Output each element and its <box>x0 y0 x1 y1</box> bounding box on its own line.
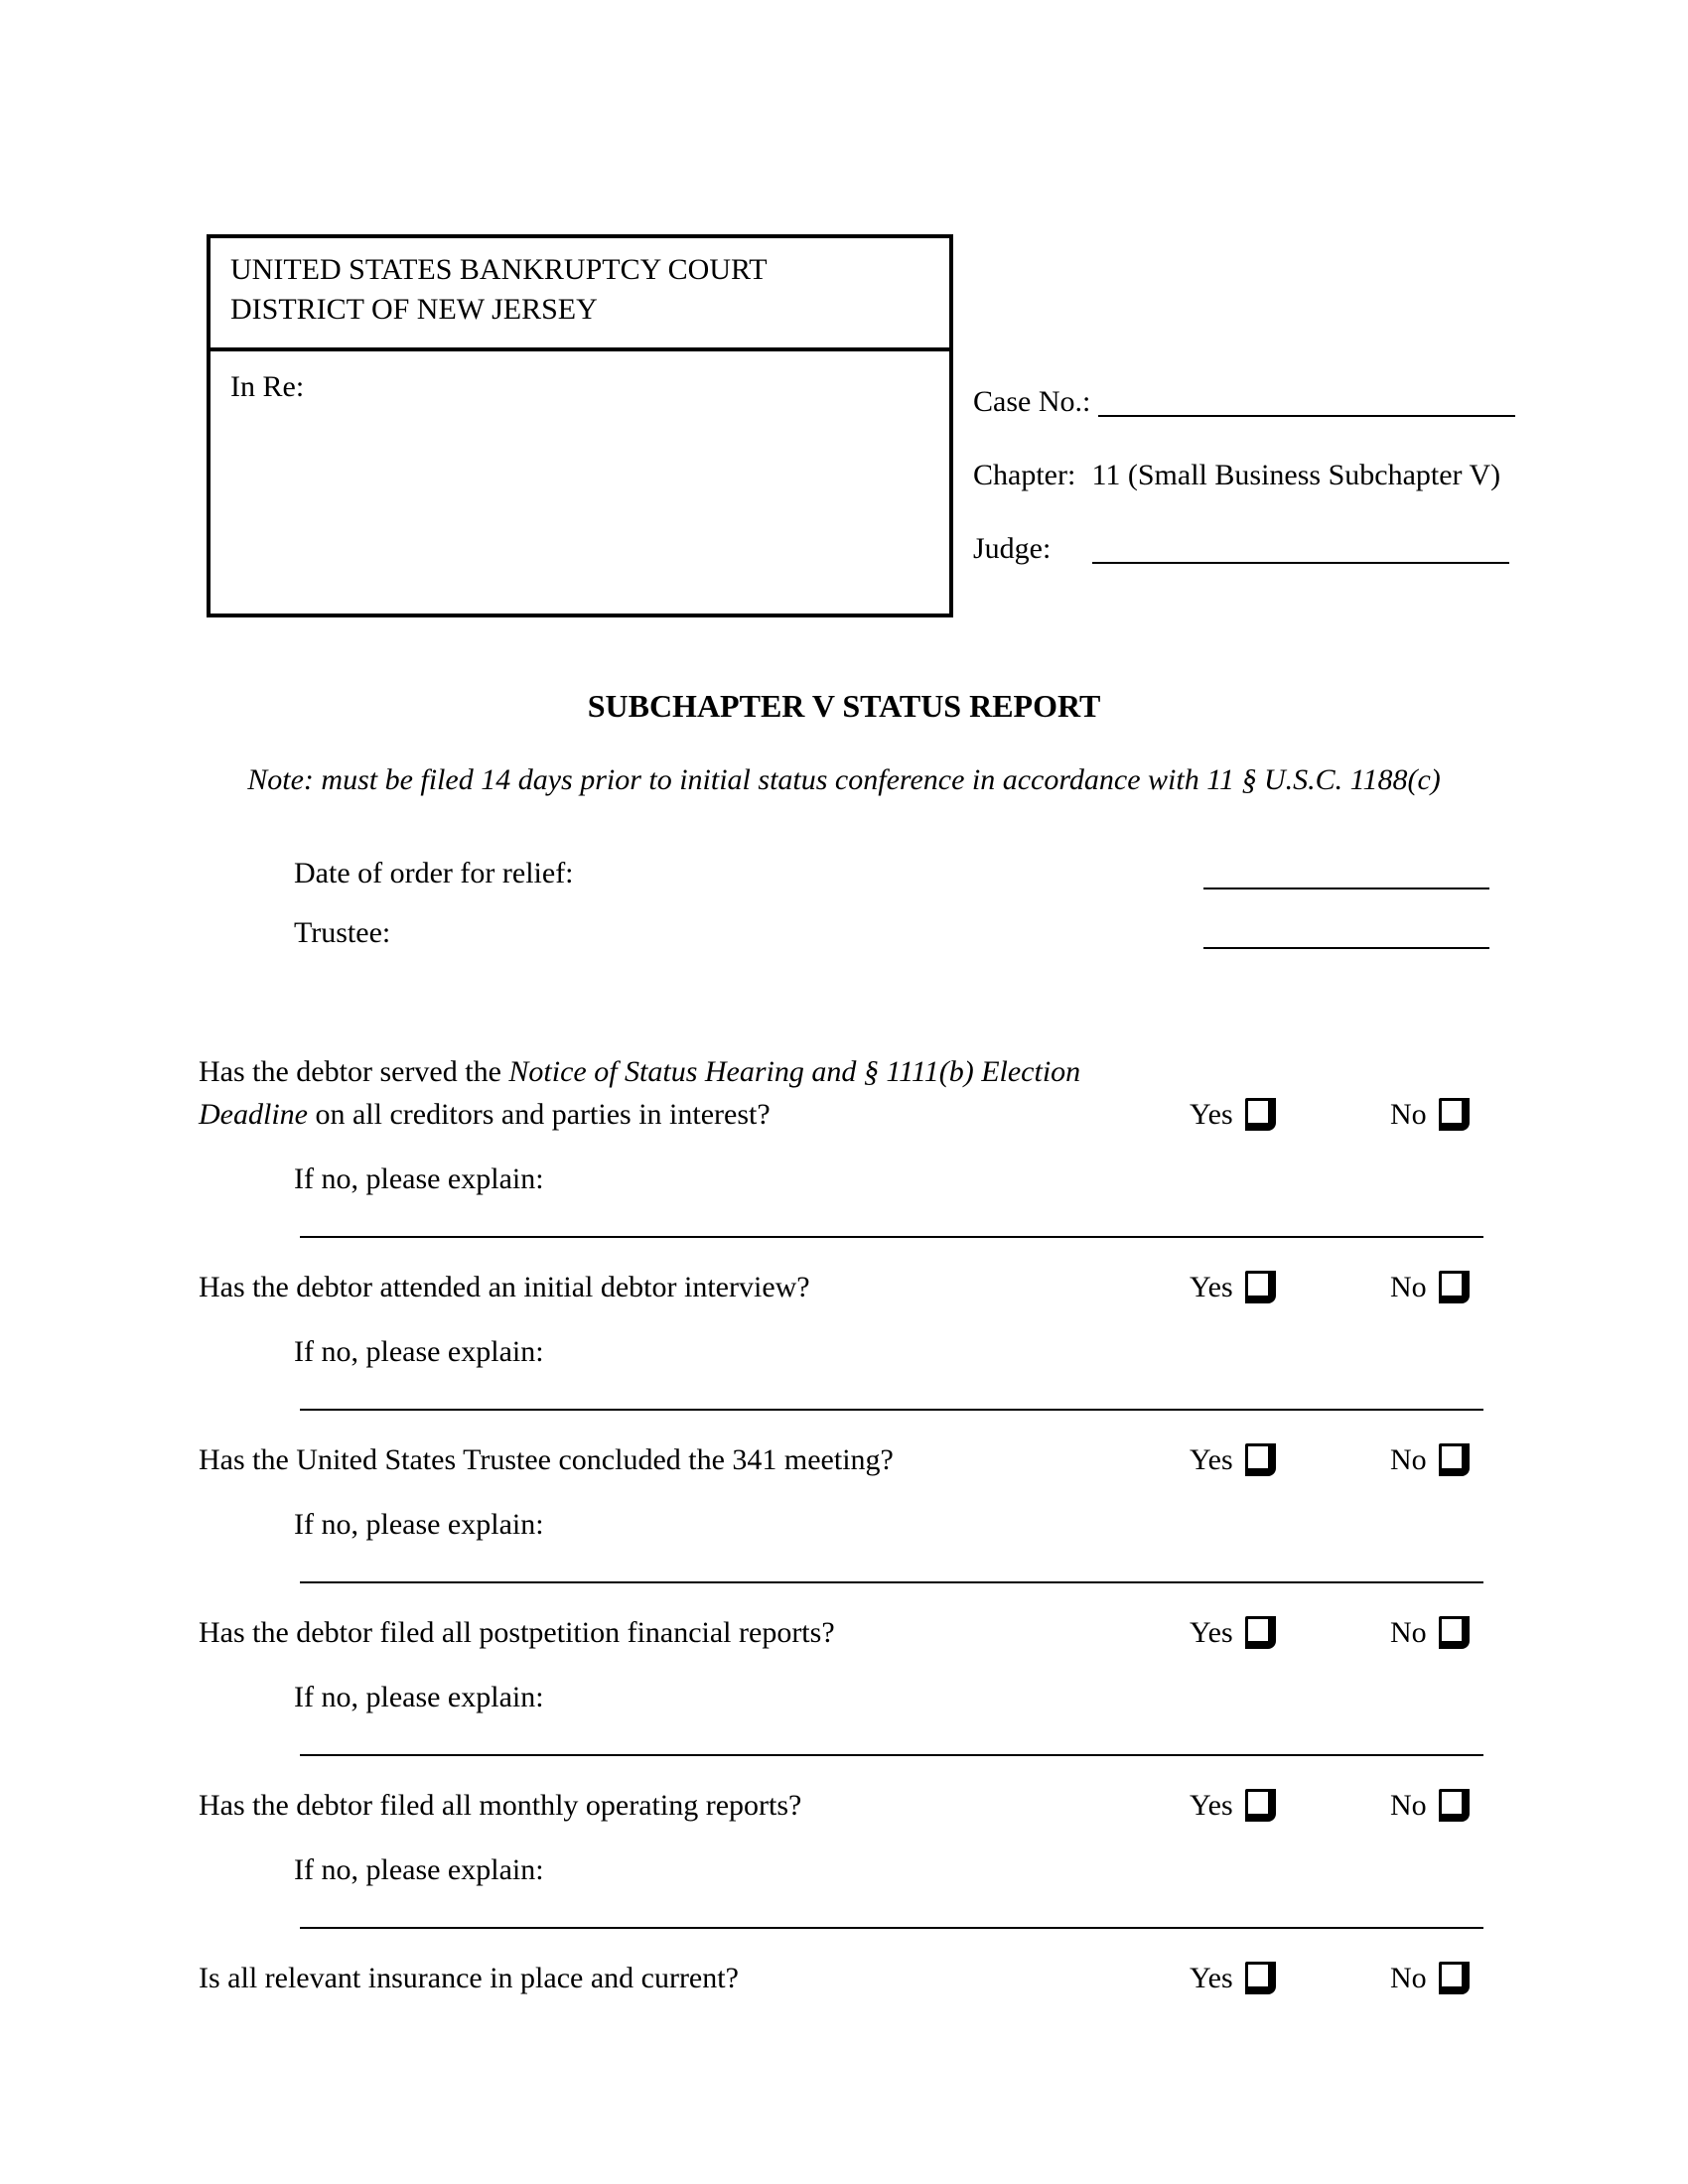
case-number-label: Case No.: <box>973 385 1091 418</box>
yes-label: Yes <box>1190 1962 1233 1994</box>
yes-checkbox[interactable] <box>1245 1443 1276 1476</box>
trustee-label: Trustee: <box>294 916 391 949</box>
explanation-blank-line[interactable] <box>300 1754 1483 1756</box>
court-name-line2: DISTRICT OF NEW JERSEY <box>230 293 598 326</box>
chapter-row <box>973 454 1509 495</box>
header-fields <box>294 852 1489 971</box>
yes-label: Yes <box>1190 1098 1233 1131</box>
yes-option <box>1190 1266 1276 1308</box>
case-info <box>973 380 1509 601</box>
trustee-blank-line[interactable] <box>1203 947 1489 949</box>
explain-label: If no, please explain: <box>294 1335 544 1368</box>
chapter-value: 11 (Small Business Subchapter V) <box>1091 459 1501 491</box>
question-text-prefix: Has the debtor filed all postpetition financial reports? <box>199 1616 835 1649</box>
no-label: No <box>1390 1616 1427 1649</box>
no-option <box>1390 1611 1470 1654</box>
no-label: No <box>1390 1098 1427 1131</box>
no-checkbox[interactable] <box>1439 1271 1470 1303</box>
court-name-cell <box>211 238 949 351</box>
question-block <box>199 1784 1489 1929</box>
yes-checkbox[interactable] <box>1245 1098 1276 1131</box>
question-text-italic: Notice of Status Hearing and § 1111(b) Election Deadline <box>199 1055 1081 1131</box>
yes-label: Yes <box>1190 1271 1233 1303</box>
yes-option <box>1190 1957 1276 1999</box>
yes-checkbox[interactable] <box>1245 1271 1276 1303</box>
explain-label: If no, please explain: <box>294 1508 544 1541</box>
question-row <box>199 1266 1489 1308</box>
no-checkbox[interactable] <box>1439 1098 1470 1131</box>
question-block <box>199 1438 1489 1583</box>
court-caption-box <box>207 234 953 617</box>
no-label: No <box>1390 1962 1427 1994</box>
explanation-blank-line[interactable] <box>300 1409 1483 1411</box>
in-re-label: In Re: <box>230 370 305 403</box>
question-text <box>199 1438 1196 1481</box>
chapter-label: Chapter: <box>973 459 1076 491</box>
yes-checkbox[interactable] <box>1245 1789 1276 1822</box>
yes-label: Yes <box>1190 1789 1233 1822</box>
no-option <box>1390 1093 1470 1136</box>
date-of-order-blank-line[interactable] <box>1203 887 1489 889</box>
question-text-prefix: Has the debtor served the <box>199 1055 509 1088</box>
question-text-prefix: Has the United States Trustee concluded the 341 meeting? <box>199 1443 894 1476</box>
question-block <box>199 1266 1489 1411</box>
question-row <box>199 1784 1489 1827</box>
no-label: No <box>1390 1789 1427 1822</box>
yes-option <box>1190 1438 1276 1481</box>
explain-label: If no, please explain: <box>294 1853 544 1886</box>
question-block <box>199 1050 1489 1238</box>
no-option <box>1390 1266 1470 1308</box>
judge-row <box>973 527 1509 569</box>
date-of-order-label: Date of order for relief: <box>294 857 574 889</box>
yes-option <box>1190 1611 1276 1654</box>
no-label: No <box>1390 1271 1427 1303</box>
question-block <box>199 1611 1489 1756</box>
page-title: SUBCHAPTER V STATUS REPORT <box>587 688 1101 724</box>
no-option <box>1390 1438 1470 1481</box>
no-label: No <box>1390 1443 1427 1476</box>
question-text-suffix: on all creditors and parties in interest? <box>307 1098 771 1131</box>
question-text <box>199 1611 1196 1654</box>
yes-label: Yes <box>1190 1443 1233 1476</box>
yes-checkbox[interactable] <box>1245 1962 1276 1994</box>
case-number-blank-line[interactable] <box>1098 385 1515 417</box>
question-text-prefix: Has the debtor attended an initial debtor interview? <box>199 1271 810 1303</box>
question-row <box>199 1611 1489 1654</box>
no-checkbox[interactable] <box>1439 1789 1470 1822</box>
filing-note: Note: must be filed 14 days prior to initial status conference in accordance with 11 § U.S.C. 1188(c) <box>247 763 1441 796</box>
explanation-blank-line[interactable] <box>300 1927 1483 1929</box>
question-text <box>199 1957 1196 1999</box>
trustee-row <box>294 911 1489 953</box>
question-text-prefix: Has the debtor filed all monthly operating reports? <box>199 1789 802 1822</box>
question-text <box>199 1784 1196 1827</box>
no-checkbox[interactable] <box>1439 1443 1470 1476</box>
question-row <box>199 1050 1489 1136</box>
explanation-blank-line[interactable] <box>300 1581 1483 1583</box>
question-text <box>199 1050 1196 1136</box>
in-re-cell <box>211 351 949 408</box>
judge-label: Judge: <box>973 532 1052 565</box>
question-row <box>199 1438 1489 1481</box>
question-list <box>199 1050 1489 1999</box>
no-checkbox[interactable] <box>1439 1616 1470 1649</box>
explain-label: If no, please explain: <box>294 1162 544 1195</box>
judge-blank-line[interactable] <box>1092 532 1509 564</box>
no-option <box>1390 1784 1470 1827</box>
yes-checkbox[interactable] <box>1245 1616 1276 1649</box>
yes-label: Yes <box>1190 1616 1233 1649</box>
no-option <box>1390 1957 1470 1999</box>
question-row <box>199 1957 1489 1999</box>
court-name-line1: UNITED STATES BANKRUPTCY COURT <box>230 253 768 286</box>
case-number-row <box>973 380 1509 422</box>
explanation-blank-line[interactable] <box>300 1236 1483 1238</box>
question-text-prefix: Is all relevant insurance in place and current? <box>199 1962 739 1994</box>
date-of-order-row <box>294 852 1489 893</box>
yes-option <box>1190 1784 1276 1827</box>
question-block <box>199 1957 1489 1999</box>
question-text <box>199 1266 1196 1308</box>
explain-label: If no, please explain: <box>294 1681 544 1713</box>
no-checkbox[interactable] <box>1439 1962 1470 1994</box>
yes-option <box>1190 1093 1276 1136</box>
